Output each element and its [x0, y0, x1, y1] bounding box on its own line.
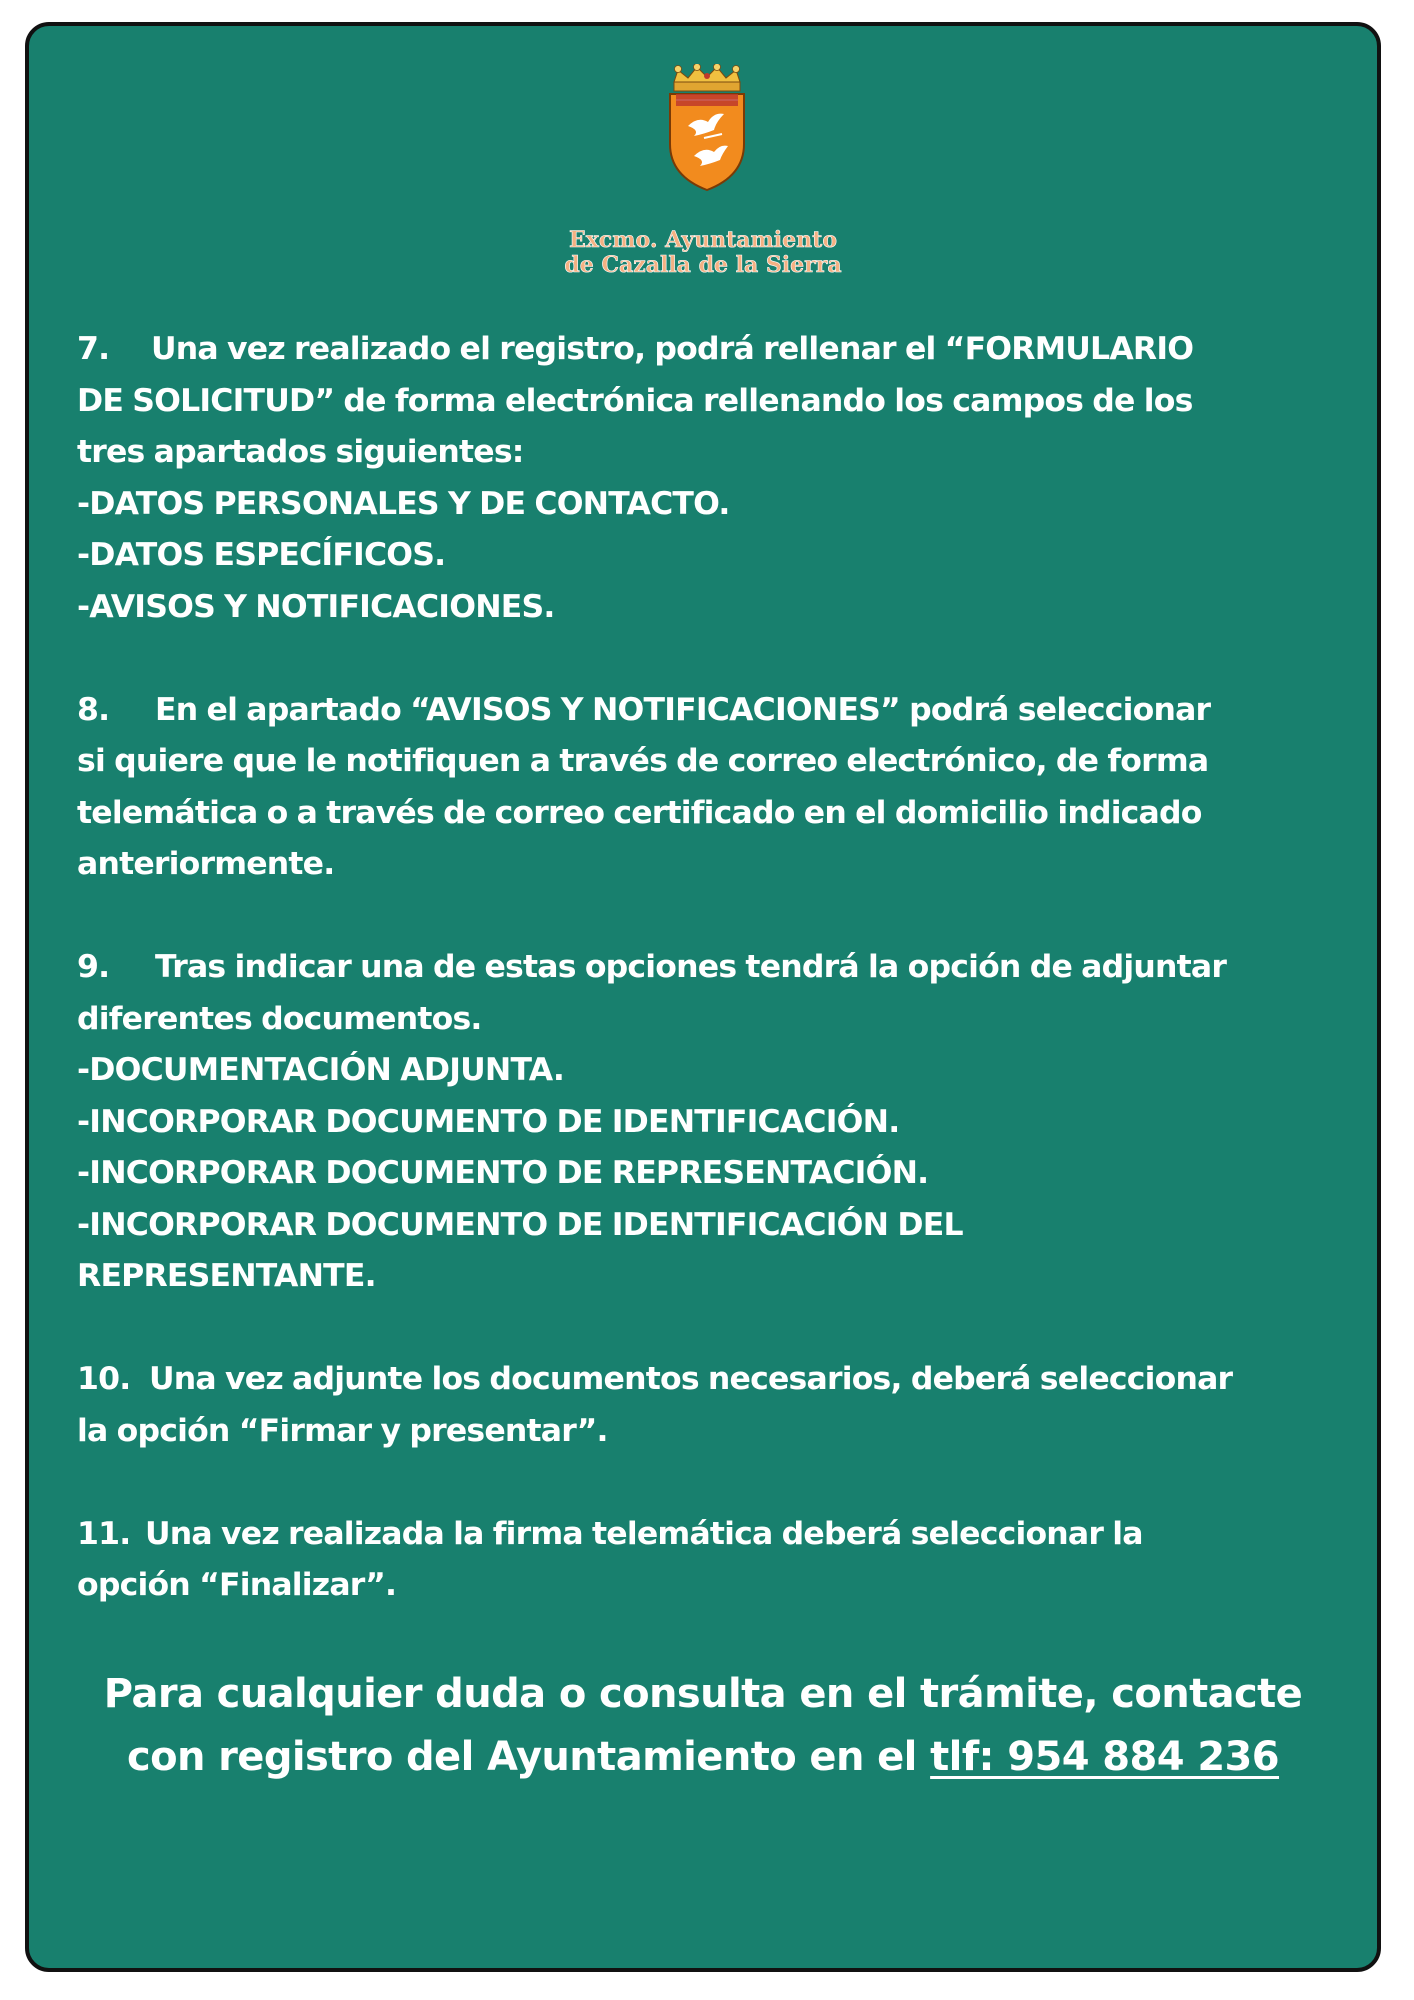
step-line: la opción “Firmar y presentar”.: [77, 1412, 608, 1449]
step-line: -INCORPORAR DOCUMENTO DE IDENTIFICACIÓN.: [77, 1103, 900, 1140]
step-line: tres apartados siguientes:: [77, 434, 524, 470]
step-line: 10. Una vez adjunte los documentos necesarios, deberá seleccionar: [77, 1354, 1347, 1406]
phone-number-link[interactable]: tlf: 954 884 236: [930, 1734, 1280, 1780]
step-line: anteriormente.: [77, 846, 335, 882]
step-line: opción “Finalizar”.: [77, 1567, 397, 1603]
step-11: [77, 1509, 1347, 1612]
footer-line-1: Para cualquier duda o consulta en el trámite, contacte: [103, 1671, 1303, 1717]
step-line: -DATOS PERSONALES Y DE CONTACTO.: [77, 485, 730, 522]
step-line: -DATOS ESPECÍFICOS.: [77, 537, 446, 573]
step-line: diferentes documentos.: [77, 1000, 482, 1037]
step-line: 9. Tras indicar una de estas opciones tendrá la opción de adjuntar: [77, 942, 1347, 994]
info-card: [25, 22, 1381, 1972]
step-number: 9.: [77, 949, 110, 985]
step-line: 11. Una vez realizada la firma telemática deberá seleccionar la: [77, 1509, 1347, 1561]
logo-line-2: de Cazalla de la Sierra: [564, 252, 842, 278]
step-line: -INCORPORAR DOCUMENTO DE REPRESENTACIÓN.: [77, 1155, 929, 1191]
step-number: 10.: [77, 1361, 131, 1397]
contact-footer: [29, 1663, 1377, 1789]
instructions: [77, 324, 1347, 1612]
step-line: si quiere que le notifiquen a través de correo electrónico, de forma: [77, 743, 1209, 779]
step-line: -DOCUMENTACIÓN ADJUNTA.: [77, 1052, 565, 1088]
footer-line-2: con registro del Ayuntamiento en el tlf: 954 884 236: [126, 1734, 1280, 1780]
step-8: [77, 685, 1347, 891]
step-line: telemática o a través de correo certificado en el domicilio indicado: [77, 794, 1202, 831]
step-line: DE SOLICITUD” de forma electrónica rellenando los campos de los: [77, 382, 1193, 419]
step-7: [77, 324, 1347, 633]
logo-line-1: Excmo. Ayuntamiento: [569, 227, 837, 253]
step-9: [77, 942, 1347, 1303]
step-number: 11.: [77, 1515, 131, 1552]
step-number: 7.: [77, 331, 110, 367]
step-line: REPRESENTANTE.: [77, 1258, 376, 1294]
coat-of-arms-icon: [664, 64, 750, 194]
step-10: [77, 1354, 1347, 1457]
step-line: 8. En el apartado “AVISOS Y NOTIFICACIONES” podrá seleccionar: [77, 685, 1347, 737]
municipal-logo: [29, 64, 1377, 294]
step-line: -AVISOS Y NOTIFICACIONES.: [77, 588, 555, 625]
step-line: 7. Una vez realizado el registro, podrá rellenar el “FORMULARIO: [77, 324, 1347, 376]
step-number: 8.: [77, 691, 110, 728]
step-line: -INCORPORAR DOCUMENTO DE IDENTIFICACIÓN DEL: [77, 1206, 963, 1243]
